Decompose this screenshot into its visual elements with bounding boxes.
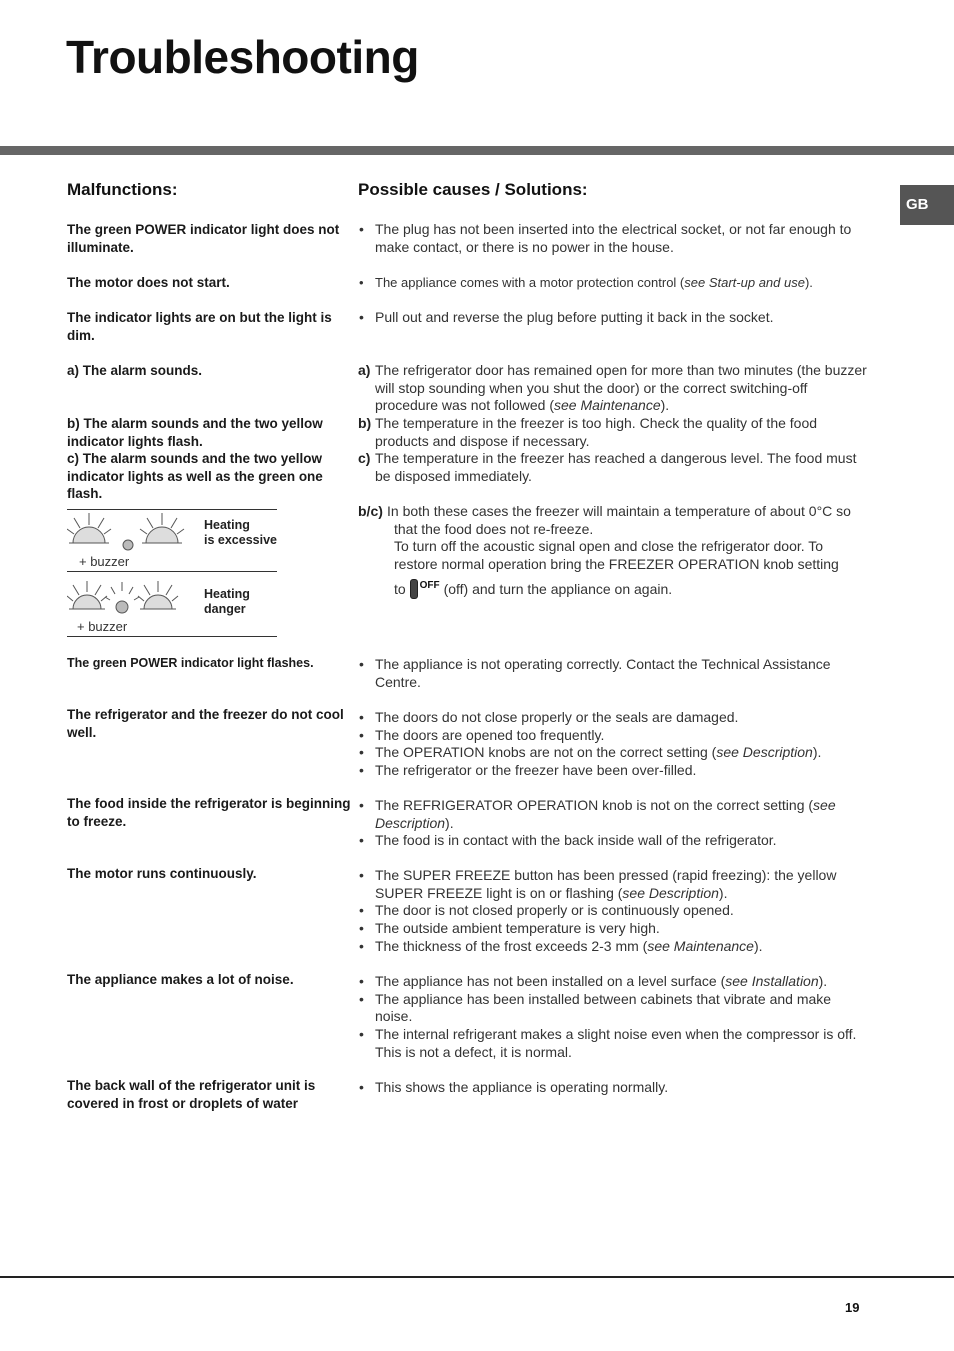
cause-item: • Pull out and reverse the plug before putting it back in the socket. (358, 309, 868, 327)
cause-item: • The doors are opened too frequently. (358, 727, 868, 745)
symptom-power-flashes: The green POWER indicator light flashes. (67, 656, 314, 670)
causes-back-wall-frost (358, 1079, 868, 1097)
page-number: 19 (845, 1300, 860, 1315)
symptom-alarm-b: b) The alarm sounds and the two yellow indicator lights flash. (67, 416, 323, 449)
cause-item: • The appliance has not been installed on a level surface (see Installation). (358, 973, 868, 991)
symptom-noise: The appliance makes a lot of noise. (67, 972, 294, 987)
symptom-motor-continuous: The motor runs continuously. (67, 866, 257, 881)
cause-item: • The OPERATION knobs are not on the correct setting (see Description). (358, 744, 868, 762)
symptom-alarm-a: a) The alarm sounds. (67, 363, 203, 378)
causes-motor-continuous (358, 867, 868, 956)
cause-item: • The food is in contact with the back inside wall of the refrigerator. (358, 832, 868, 850)
causes-not-cool (358, 709, 868, 780)
causes-lights-dim (358, 309, 868, 327)
cause-item: • The outside ambient temperature is very high. (358, 920, 868, 938)
cause-item: b/c) In both these cases the freezer will maintain a temperature of about 0°C so that the food does not re-freeze. To turn off the acoustic signal open and close the refrigerator door. To restore normal operation bring the FREEZER OPERATION knob setting to $^{OFF}$ (off) and turn the appliance on again. (358, 503, 851, 597)
symptom-food-freezing: The food inside the refrigerator is beginning to freeze. (67, 796, 351, 829)
diagram-divider (67, 636, 277, 637)
causes-alarm-b (358, 415, 868, 450)
diagram-label-danger: Heating danger (204, 587, 250, 616)
causes-heading: Possible causes / Solutions: (358, 180, 588, 199)
symptom-lights-dim: The indicator lights are on but the light is dim. (67, 310, 332, 343)
buzzer-label: + buzzer (79, 554, 130, 569)
symptom-alarm-c: c) The alarm sounds and the two yellow indicator lights as well as the green one flash. (67, 451, 323, 501)
symptom-back-wall-frost: The back wall of the refrigerator unit is covered in frost or droplets of water (67, 1078, 316, 1111)
diagram-divider (67, 571, 277, 572)
causes-alarm-a (358, 362, 868, 415)
cause-item: a) The refrigerator door has remained open for more than two minutes (the buzzer will stop sounding when you shut the door) or the correct switching-off procedure was not followed (see Maintenance). (358, 362, 867, 414)
causes-motor-not-start (358, 274, 868, 292)
causes-food-freezing (358, 797, 868, 850)
causes-alarm-bc (358, 503, 868, 599)
cause-item: • The door is not closed properly or is continuously opened. (358, 902, 868, 920)
cause-item: • The thickness of the frost exceeds 2-3 mm (see Maintenance). (358, 938, 868, 956)
buzzer-label: + buzzer (77, 619, 128, 634)
causes-power-flashes (358, 656, 868, 691)
cause-item: • This shows the appliance is operating normally. (358, 1079, 868, 1097)
top-divider (0, 146, 954, 155)
symptom-not-cool: The refrigerator and the freezer do not cool well. (67, 707, 344, 740)
causes-power-light (358, 221, 868, 256)
cause-item: • The internal refrigerant makes a slight noise even when the compressor is off. This is not a defect, it is normal. (358, 1026, 868, 1061)
language-tab: GB (900, 185, 954, 225)
bottom-divider (0, 1276, 954, 1278)
cause-item: • The appliance comes with a motor protection control (see Start-up and use). (358, 274, 868, 292)
cause-item: • The doors do not close properly or the seals are damaged. (358, 709, 868, 727)
symptom-power-light: The green POWER indicator light does not illuminate. (67, 222, 340, 255)
cause-item: • The REFRIGERATOR OPERATION knob is not on the correct setting (see Description). (358, 797, 868, 832)
off-knob-icon (410, 579, 418, 599)
diagram-label-excessive: Heating is excessive (204, 518, 277, 547)
cause-item: • The SUPER FREEZE button has been pressed (rapid freezing): the yellow SUPER FREEZE light is on or flashing (see Description). (358, 867, 868, 902)
causes-alarm-c (358, 450, 868, 485)
causes-noise (358, 973, 868, 1062)
symptom-motor-not-start: The motor does not start. (67, 275, 230, 290)
two-lights-flashing-icon (67, 511, 197, 557)
cause-item: • The appliance is not operating correctly. Contact the Technical Assistance Centre. (358, 656, 868, 691)
indicator-diagram (67, 505, 277, 640)
cause-item: • The refrigerator or the freezer have been over-filled. (358, 762, 868, 780)
cause-item: • The appliance has been installed between cabinets that vibrate and make noise. (358, 991, 868, 1026)
diagram-divider (67, 509, 277, 510)
cause-item: • The plug has not been inserted into the electrical socket, or not far enough to make contact, or there is no power in the house. (358, 221, 868, 256)
malfunctions-heading: Malfunctions: (67, 180, 178, 199)
cause-item: b) The temperature in the freezer is too high. Check the quality of the food products and dispose if necessary. (358, 415, 818, 449)
cause-item: c) The temperature in the freezer has reached a dangerous level. The food must be disposed immediately. (358, 450, 857, 484)
page-title: Troubleshooting (66, 31, 419, 83)
